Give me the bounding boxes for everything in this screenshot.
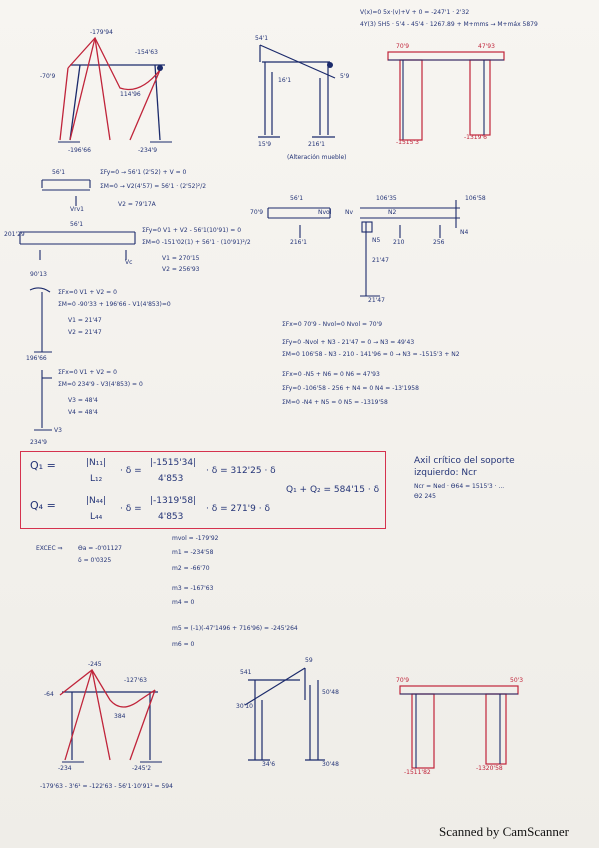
m-label-3: 114'96	[120, 91, 141, 98]
sec-c-bottom: 196'66	[26, 355, 47, 362]
scanner-watermark: Scanned by CamScanner	[439, 824, 569, 839]
fb-bot-3: 21'47	[372, 257, 389, 264]
bn-label-2: -1511'82	[404, 769, 431, 776]
bn-label-0: 70'9	[396, 677, 410, 684]
fb-node-4: N4	[460, 229, 469, 236]
eq-e2a: ΣFy=0 -Nvol + N3 - 21'47 = 0 → N3 = 49'43	[282, 339, 415, 346]
sec-c-top: 90'13	[30, 271, 47, 278]
fb-bot-4: 21'47	[368, 297, 385, 304]
sec-d-r2: V4 = 48'4	[68, 409, 98, 416]
q-sum: Q₁ + Q₂ = 584'15 · δ	[286, 485, 380, 495]
header-eq-1: V(x)=0 5x·(v)+V + 0 = -247'1 · 2'32	[360, 9, 470, 16]
sec-b-load: 56'1	[70, 221, 84, 228]
v-label-0: 54'1	[255, 35, 269, 42]
q2-rhs: · δ = 271'9 · δ	[206, 504, 270, 514]
sec-d-r1: V3 = 48'4	[68, 397, 98, 404]
eq-e3c: ΣM=0 -N4 + N5 = 0 N5 = -1319'58	[282, 399, 388, 406]
sec-b-r1: V1 = 270'15	[162, 255, 200, 262]
bv-label-4: 34'6	[262, 761, 276, 768]
m-label-0: -179'94	[90, 29, 113, 36]
sec-b-r2: V2 = 256'93	[162, 266, 200, 273]
m-line-4: m4 = 0	[172, 599, 195, 606]
fb-node-5: N5	[372, 237, 381, 244]
m-line-6: m6 = 0	[172, 641, 195, 648]
bm-label-3: 384	[114, 713, 126, 720]
fb-bot-1: 210	[393, 239, 405, 246]
n-label-2: -1515'3	[396, 139, 419, 146]
bm-label-5: -245'2	[132, 765, 152, 772]
excec-l1: Ѳa = -0'01127	[78, 545, 122, 552]
m-line-2: m2 = -66'70	[172, 565, 210, 572]
m-line-0: mvol = -179'92	[172, 535, 219, 542]
q1-frac-den: L₁₂	[90, 474, 103, 484]
q2-frac-num: |N₄₄|	[86, 496, 107, 506]
v-label-1: 5'9	[340, 73, 350, 80]
m-label-1: -154'63	[135, 49, 158, 56]
sec-c-eq2: ΣM=0 -90'33 + 196'66 - V1(4'853)=0	[58, 301, 171, 308]
sec-d-bottom: 234'9	[30, 439, 47, 446]
v-label-2: 16'1	[278, 77, 292, 84]
sec-c-eq1: ΣFx=0 V1 + V2 = 0	[58, 289, 117, 296]
m-line-5: m5 = (-1)(-47'1496 + 716'96) = -245'264	[172, 625, 298, 632]
eq-e2b: ΣM=0 106'58 - N3 - 210 - 141'96 = 0 → N3 = -1515'3 + N2	[282, 351, 460, 358]
m-line-1: m1 = -234'58	[172, 549, 214, 556]
bm-label-0: -245	[88, 661, 102, 668]
fb-node-1: Nvol	[318, 209, 332, 216]
m-label-5: -234'9	[138, 147, 158, 154]
q1-frac-num: |N₁₁|	[86, 458, 107, 468]
q2-den2: 4'853	[158, 512, 184, 522]
q1-den2: 4'853	[158, 474, 184, 484]
q1-rhs: · δ = 312'25 · δ	[206, 466, 276, 476]
fb-node-2: N2	[388, 209, 397, 216]
v-label-4: 216'1	[308, 141, 325, 148]
fb-load-1: 56'1	[290, 195, 304, 202]
q1-mid: · δ =	[120, 466, 142, 476]
sec-a-eq1: ΣFy=0 → 56'1 (2'52) + V = 0	[100, 169, 187, 176]
m-label-4: -196'66	[68, 147, 91, 154]
sec-c-r2: V2 = 21'47	[68, 329, 102, 336]
q1-num2: |-1515'34|	[150, 458, 197, 468]
fb-load-0: 106'35	[376, 195, 397, 202]
sec-d-v3: V3	[54, 427, 62, 434]
critical-l2: izquierdo: Ncr	[414, 468, 477, 478]
eq-e3b: ΣFy=0 -106'58 - 256 + N4 = 0 N4 = -13'1958	[282, 385, 419, 392]
bn-label-1: 50'3	[510, 677, 524, 684]
bv-label-0: 541	[240, 669, 252, 676]
bv-label-3: 50'48	[322, 689, 339, 696]
sec-b-eq1: ΣFy=0 V1 + V2 - 56'1(10'91) = 0	[142, 227, 242, 234]
n-label-3: -1319'6	[464, 134, 487, 141]
excec-lead: EXCEC ⇒	[36, 545, 63, 552]
bn-label-3: -1320'58	[476, 765, 503, 772]
excec-l2: δ = 0'0325	[78, 557, 112, 564]
fb-bot-0: 216'1	[290, 239, 307, 246]
m-label-2: -70'9	[40, 73, 56, 80]
q2-lhs: Q₄ =	[30, 499, 56, 512]
fb-node-0: 70'9	[250, 209, 264, 216]
bm-label-1: -64	[44, 691, 54, 698]
eq-e1: ΣFx=0 70'9 - Nvol=0 Nvol = 70'9	[282, 321, 383, 328]
sec-b-eq2: ΣM=0 -151'02(1) + 56'1 · (10'91)²/2	[142, 239, 251, 246]
q1-lhs: Q₁ =	[30, 459, 56, 472]
q2-num2: |-1319'58|	[150, 496, 197, 506]
header-eq-2: 4Y(3) 5H5 · 5'4 - 45'4 · 1267.89 + M+mms → M+máx 5879	[360, 21, 538, 28]
sec-b-vc: Vc	[125, 259, 133, 266]
sec-b-left: 201'29	[4, 231, 25, 238]
bv-label-5: 30'48	[322, 761, 339, 768]
sec-a-support: Vrv1	[70, 206, 84, 213]
critical-l3: Ncr = Ned · Ѳ64 = 1515'3 · ...	[414, 483, 505, 490]
sec-a-result: V2 = 79'17A	[118, 201, 156, 208]
v-label-3: 15'9	[258, 141, 272, 148]
critical-l4: Ѳ2 245	[414, 493, 436, 500]
sec-d-eq1: ΣFx=0 V1 + V2 = 0	[58, 369, 117, 376]
critical-l1: Axil crítico del soporte	[414, 456, 515, 466]
bottom-formula: -179'63 - 3'6¹ = -122'63 - 56'1·10'91² = 594	[40, 783, 173, 790]
bm-label-2: -127'63	[124, 677, 147, 684]
fb-bot-2: 256	[433, 239, 445, 246]
sec-a-eq2: ΣM=0 → V2(4'57) = 56'1 · (2'52)²/2	[100, 183, 207, 190]
q2-frac-den: L₄₄	[90, 512, 103, 522]
m-line-3: m3 = -167'63	[172, 585, 214, 592]
q2-mid: · δ =	[120, 504, 142, 514]
shear-caption: (Alteración mueble)	[287, 154, 347, 161]
n-label-0: 70'9	[396, 43, 410, 50]
bv-label-2: 30'10	[236, 703, 253, 710]
bm-label-4: -234	[58, 765, 72, 772]
eq-e3a: ΣFx=0 -N5 + N6 = 0 N6 = 47'93	[282, 371, 380, 378]
n-label-1: 47'93	[478, 43, 495, 50]
bv-label-1: 59	[305, 657, 313, 664]
sec-c-r1: V1 = 21'47	[68, 317, 102, 324]
fb-node-3: Nv	[345, 209, 354, 216]
sec-a-load: 56'1	[52, 169, 66, 176]
fb-load-2: 106'58	[465, 195, 486, 202]
sec-d-eq2: ΣM=0 234'9 - V3(4'853) = 0	[58, 381, 143, 388]
